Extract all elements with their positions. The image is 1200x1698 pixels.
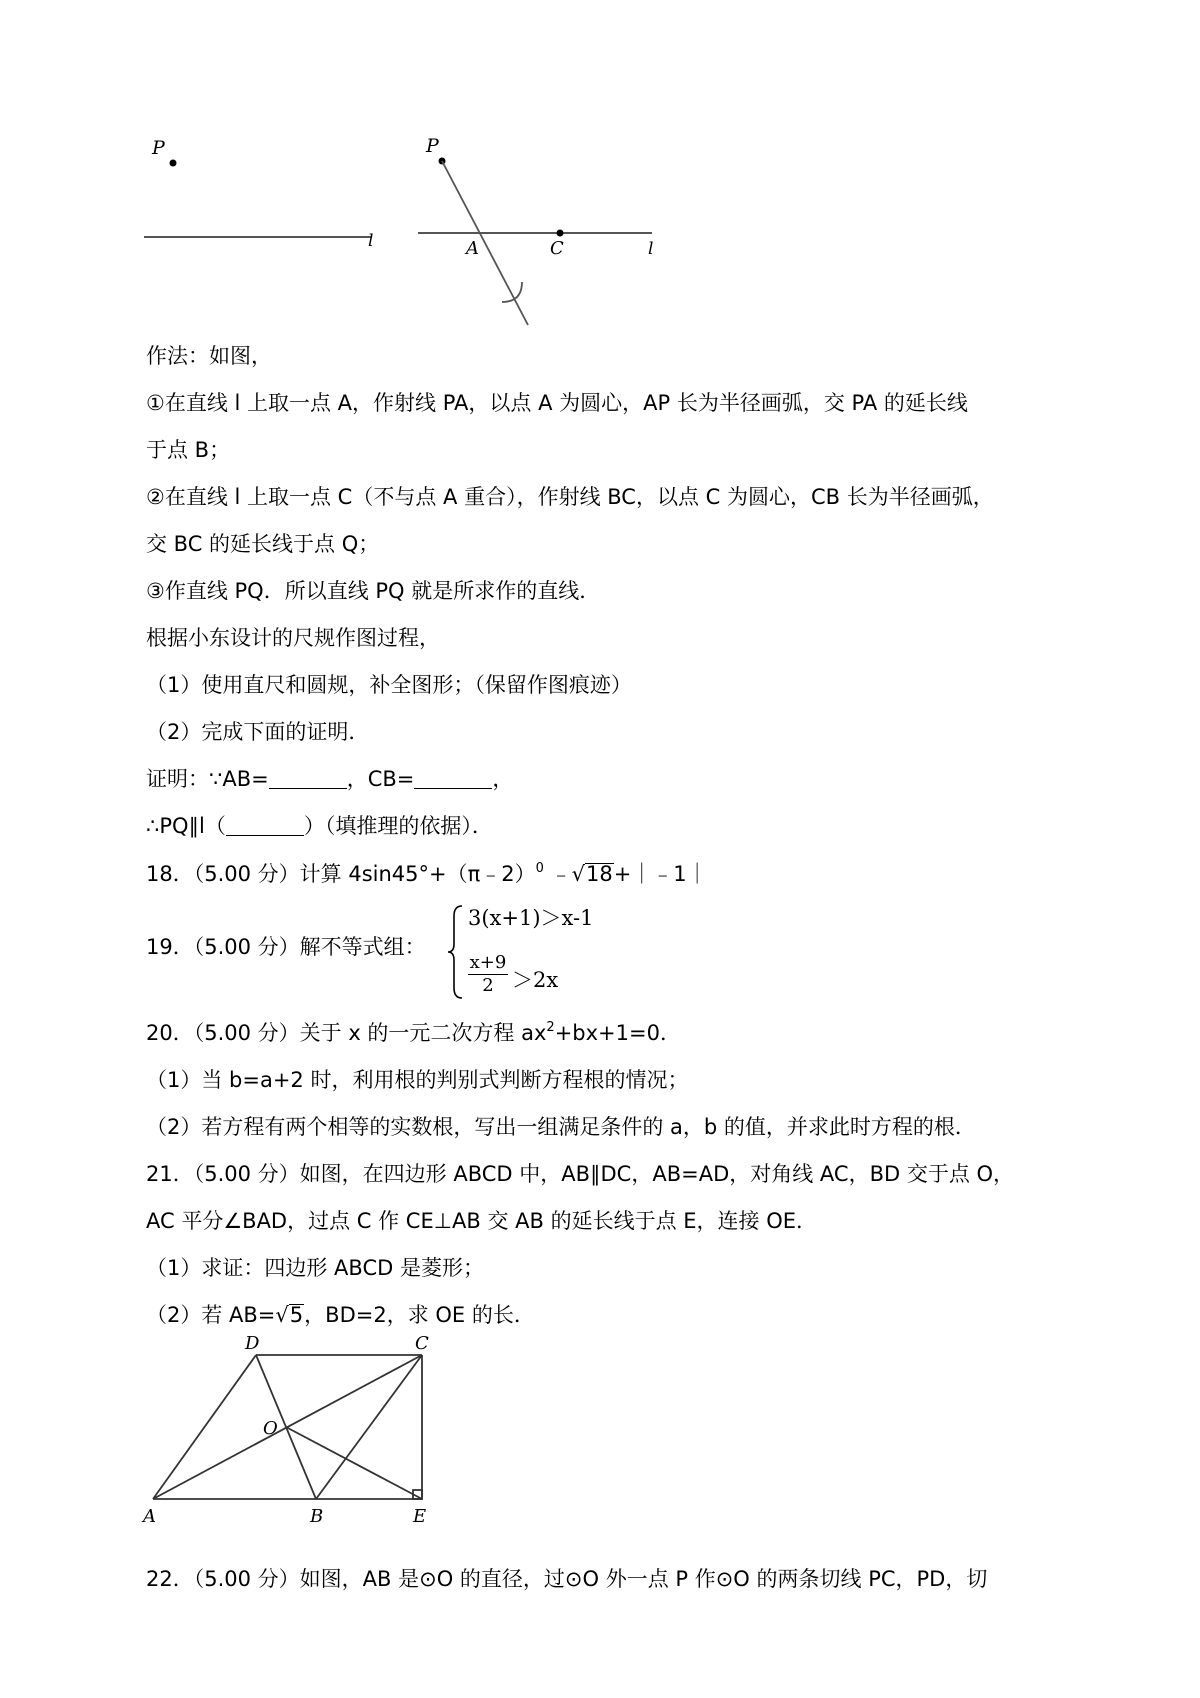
sqrt-sign: √ xyxy=(571,862,585,886)
q18-tail: +｜﹣1｜ xyxy=(613,862,708,886)
proof-text-c: ， xyxy=(492,767,514,791)
method-line: 作法：如图， xyxy=(146,344,272,368)
q18-head: 18．（5.00 分）计算 4sin45°+（π﹣2） xyxy=(146,862,536,886)
step2-line-b: 交 BC 的延长线于点 Q； xyxy=(146,532,380,556)
proof-line xyxy=(146,764,513,794)
point-c xyxy=(557,230,564,237)
question-22-line-1: 22．（5.00 分）如图，AB 是⊙O 的直径，过⊙O 外一点 P 作⊙O 的两条切线 PC，PD，切 xyxy=(146,1567,988,1591)
label-l-left: l xyxy=(368,231,374,251)
figure-right xyxy=(418,135,653,325)
system-brace xyxy=(448,902,466,1002)
q20-tail: +bx+1=0． xyxy=(554,1021,681,1045)
q20-subquestion-2: （2）若方程有两个相等的实数根，写出一组满足条件的 a，b 的值，并求此时方程的根． xyxy=(146,1115,976,1139)
q18-exponent: 0 xyxy=(535,861,544,876)
q20-head: 20．（5.00 分）关于 x 的一元二次方程 ax xyxy=(146,1021,547,1045)
question-20 xyxy=(146,1018,681,1048)
q18-radicand: 18 xyxy=(585,862,613,886)
question-21-line-2: AC 平分∠BAD，过点 C 作 CE⊥AB 交 AB 的延长线于点 E，连接 OE． xyxy=(146,1209,818,1233)
question-19: 19．（5.00 分）解不等式组： xyxy=(146,935,426,959)
subquestion-2: （2）完成下面的证明． xyxy=(146,720,370,744)
construction-arc xyxy=(502,282,522,302)
proof-text-a: 证明：∵AB= xyxy=(146,767,269,791)
side-ad xyxy=(153,1355,256,1499)
fraction-denominator: 2 xyxy=(482,975,494,996)
label-e: E xyxy=(413,1506,427,1527)
question-18 xyxy=(146,859,708,889)
q21-s2-b: ，BD=2，求 OE 的长． xyxy=(304,1303,535,1327)
rhombus-figure xyxy=(130,1330,450,1530)
q21-subquestion-1: （1）求证：四边形 ABCD 是菱形； xyxy=(146,1256,484,1280)
according-line: 根据小东设计的尺规作图过程， xyxy=(146,626,440,650)
label-a2: A xyxy=(143,1506,156,1527)
proof-text-b: ，CB= xyxy=(346,767,415,791)
segment-oe xyxy=(286,1427,422,1499)
step2-line-a: ②在直线 l 上取一点 C（不与点 A 重合），作射线 BC，以点 C 为圆心，CB 长为半径画弧， xyxy=(146,485,994,509)
step1-line-a: ①在直线 l 上取一点 A，作射线 PA，以点 A 为圆心，AP 长为半径画弧，交 PA 的延长线 xyxy=(146,391,968,415)
label-c2: C xyxy=(415,1333,429,1354)
fraction xyxy=(468,952,508,997)
sqrt-sign-2: √ xyxy=(275,1303,289,1327)
blank-reason xyxy=(226,815,304,836)
subquestion-1: （1）使用直尺和圆规，补全图形；（保留作图痕迹） xyxy=(146,673,632,697)
label-a: A xyxy=(466,238,479,259)
label-o: O xyxy=(263,1418,278,1439)
label-d: D xyxy=(245,1333,260,1354)
blank-ab xyxy=(269,768,347,789)
label-c: C xyxy=(550,238,564,259)
conclusion-text-b: ）（填推理的依据）． xyxy=(303,814,493,838)
q21-s2-a: （2）若 AB= xyxy=(146,1303,276,1327)
figure-left xyxy=(144,137,373,251)
blank-cb xyxy=(414,768,492,789)
step1-line-b: 于点 B； xyxy=(146,438,231,462)
q20-subquestion-1: （1）当 b=a+2 时，利用根的判别式判断方程根的情况； xyxy=(146,1068,689,1092)
side-bc xyxy=(316,1355,422,1499)
label-b: B xyxy=(310,1506,324,1527)
label-p-left: P xyxy=(152,137,165,159)
ray-pa xyxy=(442,161,528,325)
point-p-left xyxy=(170,160,177,167)
q20-exponent: 2 xyxy=(546,1020,555,1035)
q21-radicand: 5 xyxy=(289,1303,304,1327)
inequality-system xyxy=(448,902,628,1002)
fraction-numerator: x+9 xyxy=(469,952,507,973)
construction-figure xyxy=(130,130,670,340)
conclusion-line xyxy=(146,811,493,841)
inequality-2-rhs: ＞2x xyxy=(512,968,559,992)
q18-minus: ﹣ xyxy=(550,862,572,886)
inequality-1: 3(x+1)＞x-1 xyxy=(468,906,594,930)
label-l-right: l xyxy=(648,239,654,259)
q21-subquestion-2 xyxy=(146,1300,535,1330)
conclusion-text-a: ∴PQ∥l（ xyxy=(146,814,226,838)
step3-line: ③作直线 PQ．所以直线 PQ 就是所求作的直线． xyxy=(146,579,601,603)
label-p-right: P xyxy=(426,135,439,157)
question-21-line-1: 21．（5.00 分）如图，在四边形 ABCD 中，AB∥DC，AB=AD，对角线 AC，BD 交于点 O， xyxy=(146,1162,1015,1186)
